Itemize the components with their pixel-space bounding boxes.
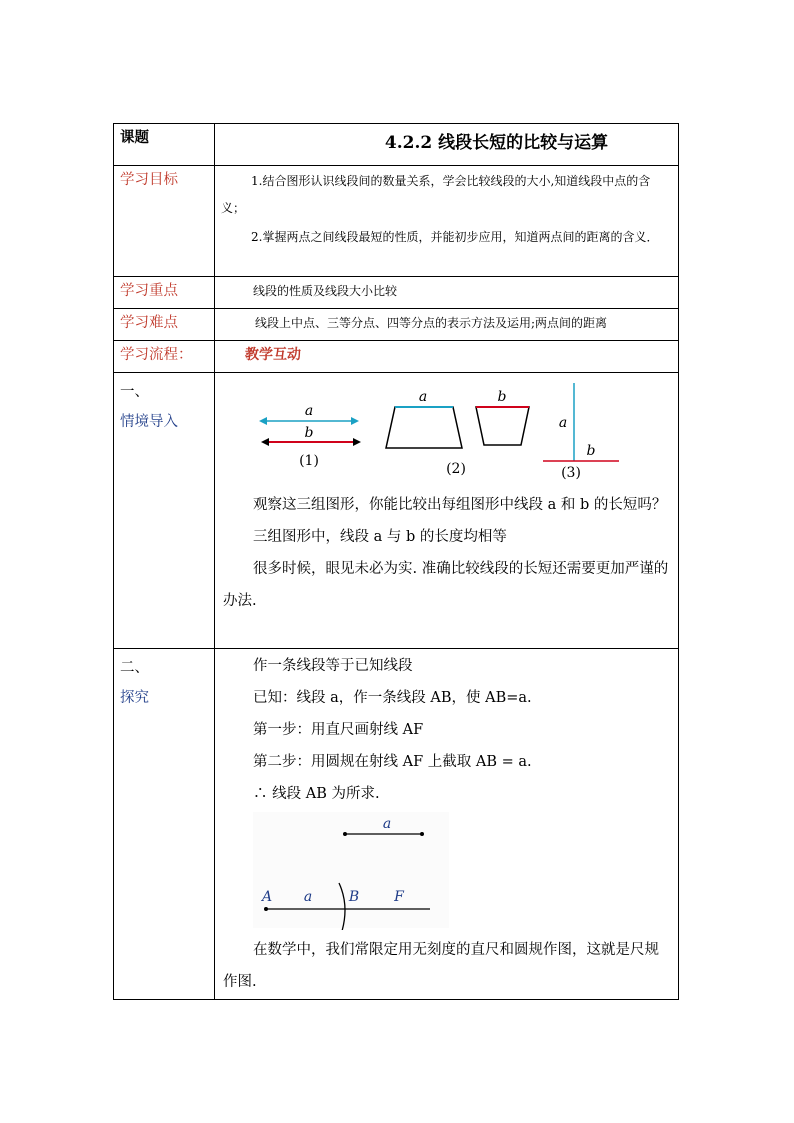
label-F: F	[394, 889, 404, 905]
given-a-start-point	[343, 832, 347, 836]
section1-label-cell	[114, 373, 215, 649]
label-A: A	[261, 889, 273, 905]
section2-p1: 作一条线段等于已知线段	[253, 658, 413, 674]
difficulty-text: 线段上中点、三等分点、四等分点的表示方法及运用;两点间的距离	[215, 309, 679, 341]
construction-figure	[215, 810, 677, 930]
section2-p4: 第二步：用圆规在射线 AF 上截取 AB = a.	[253, 754, 532, 770]
figure-3	[543, 383, 619, 481]
section2-label-cell	[114, 649, 215, 1000]
given-a-end-point	[420, 832, 424, 836]
figure-2	[386, 389, 529, 477]
focus-row	[114, 277, 679, 309]
section1-cell	[215, 373, 679, 649]
header-row	[114, 124, 679, 166]
difficulty-row	[114, 309, 679, 341]
focus-label: 学习重点	[114, 277, 215, 309]
label-a-ray: a	[303, 889, 313, 905]
fig3-label-b: b	[586, 443, 596, 459]
objectives-row	[114, 166, 679, 277]
arrow-left-icon	[259, 417, 267, 425]
fig2-label-b: b	[497, 389, 507, 405]
lesson-table	[113, 123, 679, 1000]
fig3-label-a: a	[558, 415, 568, 431]
focus-text: 线段的性质及线段大小比较	[215, 277, 679, 309]
objectives-cell	[215, 166, 679, 277]
section2-p2: 已知：线段 a，作一条线段 AB，使 AB=a.	[253, 690, 532, 706]
section1-p3: 很多时候，眼见未必为实. 准确比较线段的长短还需要更加严谨的办法.	[223, 561, 669, 609]
section2-p3: 第一步：用直尺画射线 AF	[253, 722, 424, 738]
fig3-caption: (3)	[561, 465, 581, 481]
figure-1	[259, 403, 361, 469]
section2-p5: ∴ 线段 AB 为所求.	[253, 786, 380, 802]
arrow-right-icon	[351, 417, 359, 425]
objectives-label: 学习目标	[114, 166, 215, 277]
section2-row	[114, 649, 679, 1000]
course-label: 课题	[114, 124, 215, 166]
arrow-left-b-icon	[261, 438, 269, 446]
difficulty-label: 学习难点	[114, 309, 215, 341]
fig1-caption: (1)	[299, 453, 319, 469]
trapezoid-1	[386, 407, 462, 448]
label-B: B	[348, 889, 360, 905]
comparison-figures	[215, 379, 677, 489]
process-row	[114, 341, 679, 373]
section1-p1: 观察这三组图形，你能比较出每组图形中线段 a 和 b 的长短吗？	[253, 497, 667, 513]
arrow-right-b-icon	[353, 438, 361, 446]
process-label: 学习流程：	[114, 341, 215, 373]
section2-cell	[215, 649, 679, 1000]
fig1-label-a: a	[304, 403, 314, 419]
fig2-caption: (2)	[446, 461, 466, 477]
objective-2: 2.掌握两点之间线段最短的性质，并能初步应用，知道两点间的距离的含义．	[251, 230, 659, 244]
figure-background	[253, 812, 449, 928]
point-a	[264, 907, 268, 911]
lesson-title: 4.2.2 线段长短的比较与运算	[215, 124, 679, 166]
fig2-label-a: a	[418, 389, 428, 405]
fig1-label-b: b	[304, 425, 314, 441]
label-a-top: a	[382, 816, 392, 832]
section1-p2: 三组图形中，线段 a 与 b 的长度均相等	[253, 529, 507, 545]
section2-number: 二、	[120, 660, 149, 676]
section1-label: 情境导入	[120, 414, 178, 430]
section2-label: 探究	[120, 690, 149, 706]
section2-p6: 在数学中，我们常限定用无刻度的直尺和圆规作图，这就是尺规作图.	[223, 942, 659, 990]
process-text: 教学互动	[215, 341, 679, 373]
trapezoid-2	[476, 407, 529, 445]
section1-number: 一、	[120, 384, 149, 400]
objective-1: 1.结合图形认识线段间的数量关系，学会比较线段的大小,知道线段中点的含义；	[221, 174, 651, 215]
section1-row	[114, 373, 679, 649]
